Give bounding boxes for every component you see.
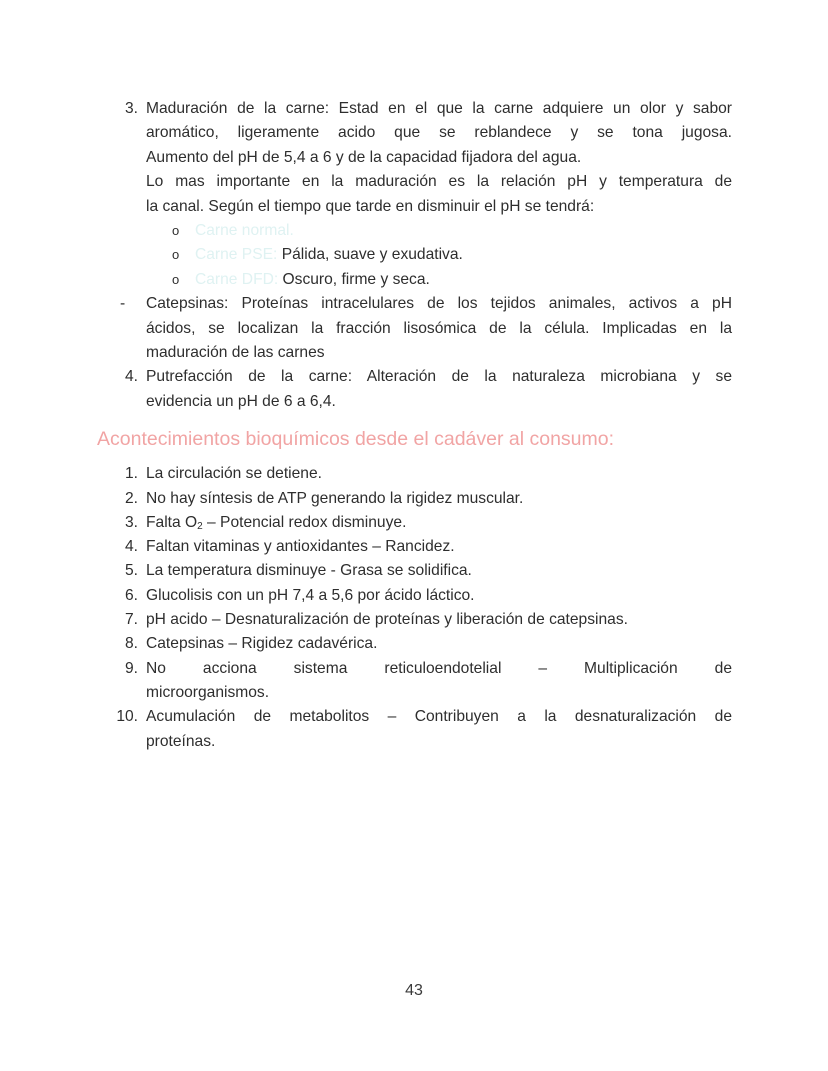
subscript: 2 [197, 520, 203, 532]
sub-item-label: Carne DFD: [195, 270, 279, 288]
list-item [100, 559, 732, 583]
list-number: 8. [124, 635, 138, 653]
text-line: microorganismos. [146, 683, 270, 701]
text-line: La circulación se detiene. [146, 465, 322, 483]
text-line: Aumento del pH de 5,4 a 6 y de la capacidad fijadora del agua. [146, 148, 582, 166]
list-item [100, 632, 732, 656]
text-line: Putrefacción de la carne: Alteración de la naturaleza microbiana y se [146, 368, 732, 386]
text-fragment: – Potencial redox disminuye. [202, 513, 407, 531]
sub-item-label: Carne PSE: [195, 246, 278, 264]
list-item [100, 584, 732, 608]
sub-item-carne-dfd [100, 268, 732, 292]
text-line: Catepsinas: Proteínas intracelulares de los tejidos animales, activos a pH [146, 295, 732, 313]
list-number: 10. [116, 708, 138, 726]
list-item [100, 657, 732, 706]
list-number: 2. [124, 489, 138, 507]
list-item [100, 608, 732, 632]
text-line [146, 511, 732, 535]
page-content [97, 97, 732, 754]
text-line: pH acido – Desnaturalización de proteínas y liberación de catepsinas. [146, 611, 628, 629]
text-line: proteínas. [146, 732, 216, 750]
text-fragment: Falta O [146, 513, 198, 531]
list-number: 5. [124, 562, 138, 580]
section-heading: Acontecimientos bioquímicos desde el cadáver al consumo: [97, 428, 615, 451]
text-line: ácidos, se localizan la fracción lisosómica de la célula. Implicadas en la [146, 319, 732, 337]
sub-item-text: Oscuro, firme y seca. [282, 270, 430, 288]
list-item [100, 511, 732, 535]
events-list [100, 462, 732, 754]
text-line: la canal. Según el tiempo que tarde en disminuir el pH se tendrá: [146, 197, 595, 215]
text-line: aromático, ligeramente acido que se reblandece y se tona jugosa. [146, 124, 732, 142]
list-number: 9. [124, 659, 138, 677]
list-number: 4. [124, 368, 138, 386]
page-number: 43 [405, 982, 423, 999]
text-line: La temperatura disminuye - Grasa se solidifica. [146, 562, 472, 580]
text-line: Glucolisis con un pH 7,4 a 5,6 por ácido láctico. [146, 586, 475, 604]
text-line: No acciona sistema reticuloendotelial – Multiplicación de [146, 659, 732, 677]
circle-bullet-icon: o [172, 247, 180, 263]
list-item [100, 535, 732, 559]
list-number: 7. [124, 611, 138, 629]
text-line: Catepsinas – Rigidez cadavérica. [146, 635, 378, 653]
text-line: Acumulación de metabolitos – Contribuyen a la desnaturalización de [146, 708, 732, 726]
sub-item-carne-normal [100, 219, 732, 243]
text-line: Maduración de la carne: Estad en el que la carne adquiere un olor y sabor [146, 100, 732, 117]
text-line: Faltan vitaminas y antioxidantes – Rancidez. [146, 538, 455, 556]
list-item-maduracion [100, 97, 732, 219]
list-number: 1. [124, 465, 138, 483]
list-number: 3. [124, 513, 138, 531]
sub-item-text: Pálida, suave y exudativa. [281, 246, 463, 264]
list-number: 4. [124, 538, 138, 556]
text-line: evidencia un pH de 6 a 6,4. [146, 392, 336, 410]
sub-item-label: Carne normal. [195, 222, 294, 240]
text-line: Lo mas importante en la maduración es la relación pH y temperatura de [146, 173, 732, 191]
list-item [100, 462, 732, 486]
dash-marker: - [120, 295, 126, 313]
text-line: maduración de las carnes [146, 344, 325, 362]
circle-bullet-icon: o [172, 223, 180, 239]
text-line: No hay síntesis de ATP generando la rigidez muscular. [146, 489, 524, 507]
list-item-putrefaccion [100, 365, 732, 414]
list-item [100, 487, 732, 511]
sub-item-carne-pse [100, 243, 732, 267]
list-number: 3. [124, 100, 138, 117]
list-item-catepsinas [100, 292, 732, 365]
list-item [100, 705, 732, 754]
circle-bullet-icon: o [172, 271, 180, 287]
list-number: 6. [124, 586, 138, 604]
